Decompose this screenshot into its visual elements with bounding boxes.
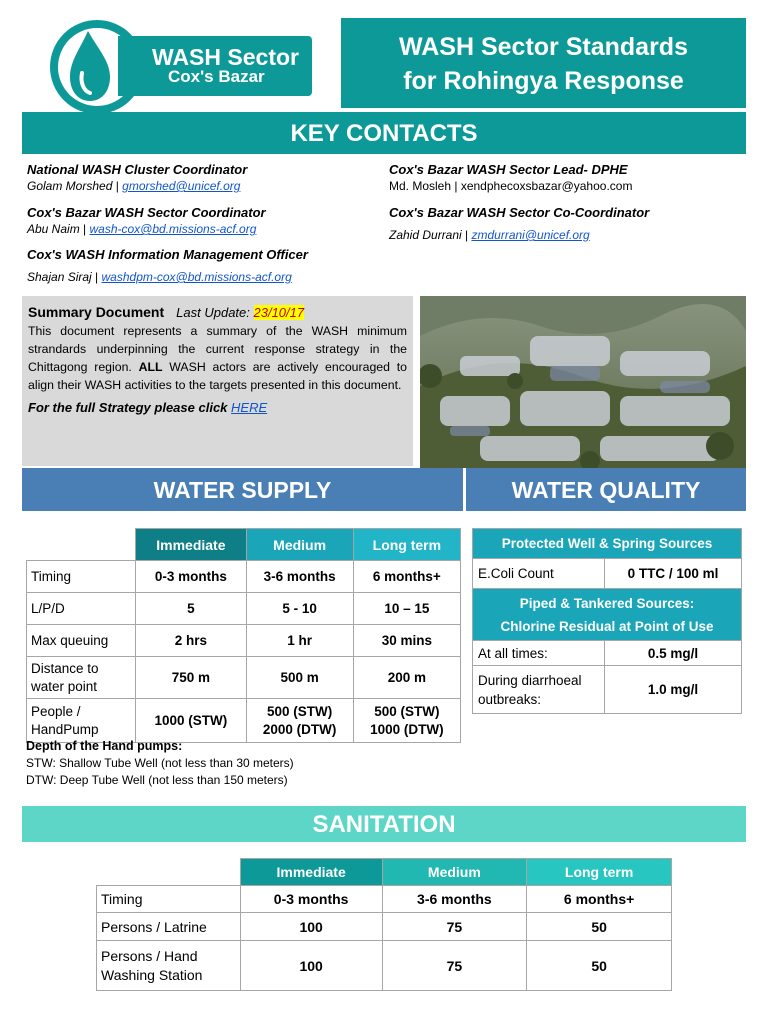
contact-sector-lead: Cox's Bazar WASH Sector Lead- DPHE Md. Mosleh | xendphecoxsbazar@yahoo.com bbox=[389, 162, 633, 193]
cell: 1 hr bbox=[246, 625, 353, 657]
cell: 10 – 15 bbox=[353, 593, 460, 625]
summary-text-1: This document represents a summary of the WASH minimum strandards underpinning the current response strategy in the Chittagong region. bbox=[28, 324, 407, 374]
cell: 0-3 months bbox=[136, 561, 246, 593]
contact-role: Cox's Bazar WASH Sector Lead- DPHE bbox=[389, 162, 628, 177]
contact-email: xendphecoxsbazar@yahoo.com bbox=[460, 179, 633, 193]
contact-name: Zahid Durrani bbox=[389, 228, 462, 242]
cell bbox=[353, 699, 460, 743]
protected-sources-header: Protected Well & Spring Sources bbox=[473, 529, 742, 559]
row-label-line: Distance to bbox=[31, 660, 99, 676]
contact-email-link[interactable]: gmorshed@unicef.org bbox=[122, 179, 241, 193]
cell-line: 1000 (DTW) bbox=[370, 721, 444, 737]
cell: 0-3 months bbox=[240, 886, 382, 913]
blank-cell bbox=[97, 859, 241, 886]
cell-line: 500 (STW) bbox=[266, 703, 333, 719]
cell: 1000 (STW) bbox=[136, 699, 246, 743]
last-update-label: Last Update: bbox=[176, 305, 250, 320]
table-row bbox=[97, 941, 672, 991]
column-header: Medium bbox=[382, 859, 527, 886]
hand-pump-depth-notes bbox=[26, 738, 294, 789]
contact-role: National WASH Cluster Coordinator bbox=[27, 162, 248, 177]
row-label bbox=[97, 941, 241, 991]
water-quality-heading: WATER QUALITY bbox=[466, 468, 746, 511]
column-header: Immediate bbox=[240, 859, 382, 886]
column-header: Long term bbox=[527, 859, 672, 886]
row-label bbox=[473, 666, 605, 714]
depth-dtw: DTW: Deep Tube Well (not less than 150 meters) bbox=[26, 773, 288, 787]
cell: 100 bbox=[240, 913, 382, 941]
cell: 30 mins bbox=[353, 625, 460, 657]
cell: 5 bbox=[136, 593, 246, 625]
contact-role: Cox's Bazar WASH Sector Coordinator bbox=[27, 205, 266, 220]
table-row bbox=[97, 886, 672, 913]
row-label: Persons / Latrine bbox=[97, 913, 241, 941]
row-label-line: Persons / Hand bbox=[101, 947, 198, 964]
title-line-2: for Rohingya Response bbox=[403, 67, 684, 95]
row-label: L/P/D bbox=[27, 593, 136, 625]
cell: 3-6 months bbox=[246, 561, 353, 593]
table-row bbox=[27, 699, 461, 743]
water-quality-table bbox=[472, 528, 742, 714]
table-row bbox=[473, 641, 742, 666]
table-row bbox=[27, 593, 461, 625]
cell: 0 TTC / 100 ml bbox=[605, 559, 742, 589]
contact-name: Abu Naim bbox=[27, 222, 80, 236]
row-label bbox=[27, 699, 136, 743]
last-update-date: 23/10/17 bbox=[253, 305, 305, 320]
contact-role: Cox's Bazar WASH Sector Co-Coordinator bbox=[389, 205, 650, 220]
cell: 500 m bbox=[246, 657, 353, 699]
row-label: At all times: bbox=[473, 641, 605, 666]
contact-cxb-coordinator: Cox's Bazar WASH Sector Coordinator Abu Naim | wash-cox@bd.missions-acf.org bbox=[27, 205, 266, 236]
cell: 100 bbox=[240, 941, 382, 991]
logo-title: WASH Sector bbox=[152, 44, 299, 70]
cell: 1.0 mg/l bbox=[605, 666, 742, 714]
contact-name: Md. Mosleh bbox=[389, 179, 452, 193]
piped-sources-header bbox=[473, 589, 742, 641]
contact-national-coordinator: National WASH Cluster Coordinator Golam Morshed | gmorshed@unicef.org bbox=[27, 162, 248, 193]
contact-role: Cox's WASH Information Management Officer bbox=[27, 247, 308, 262]
table-row bbox=[473, 666, 742, 714]
table-row bbox=[27, 657, 461, 699]
table-header-row bbox=[97, 859, 672, 886]
table-header-row bbox=[27, 529, 461, 561]
cell: 6 months+ bbox=[527, 886, 672, 913]
water-supply-table bbox=[26, 528, 461, 743]
row-label: Timing bbox=[97, 886, 241, 913]
row-label bbox=[27, 657, 136, 699]
cell: 6 months+ bbox=[353, 561, 460, 593]
column-header: Immediate bbox=[136, 529, 246, 561]
summary-heading: Summary Document bbox=[28, 304, 165, 320]
title-line-1: WASH Sector Standards bbox=[399, 33, 688, 61]
summary-text-all: ALL bbox=[138, 360, 163, 374]
row-label-line: People / bbox=[31, 703, 81, 719]
contact-email-link[interactable]: zmdurrani@unicef.org bbox=[471, 228, 590, 242]
row-label: E.Coli Count bbox=[473, 559, 605, 589]
cell: 5 - 10 bbox=[246, 593, 353, 625]
summary-text-2: WASH actors are actively encouraged to align their WASH activities to the targets presented in this document. bbox=[28, 360, 407, 392]
row-label: Max queuing bbox=[27, 625, 136, 657]
column-header: Medium bbox=[246, 529, 353, 561]
water-supply-heading: WATER SUPPLY bbox=[22, 468, 463, 511]
row-label-line: outbreaks: bbox=[478, 691, 542, 707]
cell: 200 m bbox=[353, 657, 460, 699]
row-label: Timing bbox=[27, 561, 136, 593]
key-contacts-heading: KEY CONTACTS bbox=[22, 112, 746, 154]
row-label-line: water point bbox=[31, 678, 98, 694]
column-header: Long term bbox=[353, 529, 460, 561]
cell: 75 bbox=[382, 941, 527, 991]
cell: 2 hrs bbox=[136, 625, 246, 657]
summary-body bbox=[28, 322, 407, 394]
strategy-link[interactable]: HERE bbox=[231, 400, 268, 415]
header-line: Chlorine Residual at Point of Use bbox=[500, 618, 714, 634]
cell: 750 m bbox=[136, 657, 246, 699]
contact-im-officer: Cox's WASH Information Management Officer Shajan Siraj | washdpm-cox@bd.missions-acf.org bbox=[27, 247, 308, 284]
cell-line: 500 (STW) bbox=[374, 703, 440, 719]
cell: 50 bbox=[527, 913, 672, 941]
table-row bbox=[97, 913, 672, 941]
header-line: Piped & Tankered Sources: bbox=[519, 595, 695, 611]
row-label-line: HandPump bbox=[31, 721, 99, 737]
contact-name: Golam Morshed bbox=[27, 179, 113, 193]
page-title bbox=[341, 18, 746, 108]
depth-stw: STW: Shallow Tube Well (not less than 30 meters) bbox=[26, 756, 294, 770]
logo-subtitle: Cox's Bazar bbox=[168, 67, 265, 86]
row-label-line: Washing Station bbox=[101, 966, 203, 983]
cell: 3-6 months bbox=[382, 886, 527, 913]
sanitation-table bbox=[96, 858, 672, 991]
contact-name: Shajan Siraj bbox=[27, 270, 92, 284]
table-row bbox=[27, 561, 461, 593]
table-row bbox=[27, 625, 461, 657]
contact-email-link[interactable]: washdpm-cox@bd.missions-acf.org bbox=[101, 270, 292, 284]
sanitation-heading: SANITATION bbox=[22, 806, 746, 842]
cell bbox=[246, 699, 353, 743]
contact-co-coordinator: Cox's Bazar WASH Sector Co-Coordinator Zahid Durrani | zmdurrani@unicef.org bbox=[389, 205, 650, 242]
cell: 75 bbox=[382, 913, 527, 941]
camp-aerial-photo bbox=[420, 296, 746, 468]
blank-cell bbox=[27, 529, 136, 561]
cell: 50 bbox=[527, 941, 672, 991]
row-label-line: During diarrhoeal bbox=[478, 672, 582, 688]
depth-title: Depth of the Hand pumps: bbox=[26, 739, 183, 753]
table-row bbox=[473, 559, 742, 589]
strategy-link-text: For the full Strategy please click bbox=[28, 400, 228, 415]
summary-box bbox=[22, 296, 413, 466]
contact-email-link[interactable]: wash-cox@bd.missions-acf.org bbox=[89, 222, 257, 236]
cell: 0.5 mg/l bbox=[605, 641, 742, 666]
cell-line: 2000 (DTW) bbox=[262, 721, 337, 737]
